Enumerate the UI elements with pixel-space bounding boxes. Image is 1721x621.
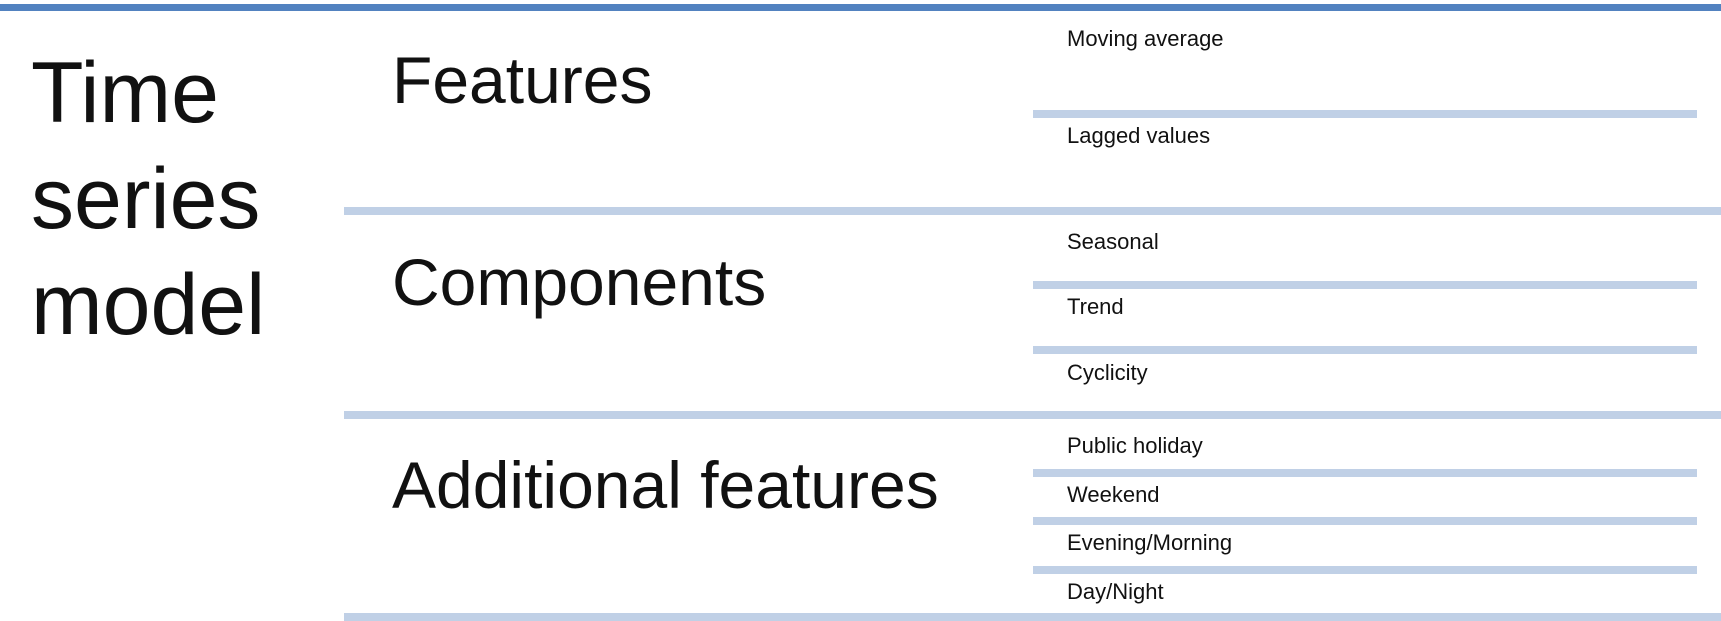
item-public-holiday: Public holiday	[1067, 433, 1203, 458]
item-separator	[1033, 469, 1697, 477]
item-weekend: Weekend	[1067, 482, 1160, 507]
group-label-components: Components	[392, 245, 767, 319]
item-separator	[1033, 346, 1697, 354]
item-separator	[1033, 110, 1697, 118]
group-label-features: Features	[392, 43, 653, 117]
item-moving-average: Moving average	[1067, 26, 1224, 51]
item-separator	[1033, 281, 1697, 289]
group-label-additional-features: Additional features	[392, 448, 939, 522]
title-line-3: model	[31, 257, 266, 353]
item-day-night: Day/Night	[1067, 579, 1164, 604]
diagram-title	[31, 40, 331, 358]
item-cyclicity: Cyclicity	[1067, 360, 1148, 385]
top-accent-bar	[0, 4, 1721, 11]
item-trend: Trend	[1067, 294, 1124, 319]
item-evening-morning: Evening/Morning	[1067, 530, 1233, 555]
group-separator	[344, 613, 1721, 621]
item-separator	[1033, 566, 1697, 574]
group-separator	[344, 411, 1721, 419]
group-separator	[344, 207, 1721, 215]
item-lagged-values: Lagged values	[1067, 123, 1211, 148]
item-separator	[1033, 517, 1697, 525]
item-seasonal: Seasonal	[1067, 229, 1159, 254]
title-line-1: Time	[31, 45, 219, 141]
title-line-2: series	[31, 151, 261, 247]
